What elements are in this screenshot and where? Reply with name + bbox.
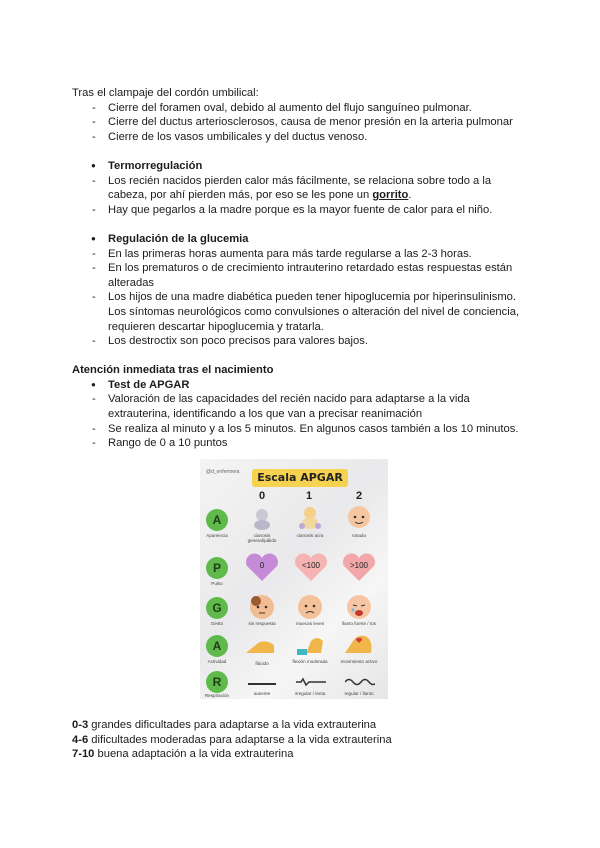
list-item: - En las primeras horas aumenta para más tarde regularse a las 2-3 horas. [72, 247, 532, 262]
list-item: - Los hijos de una madre diabética pueden tener hipoglucemia por hiperinsulinismo. Los síntomas neurológicos como convulsiones o alteración del nivel de conciencia, requieren descartar hipoglucemia y tratarla. [72, 290, 532, 334]
scale-line [72, 733, 392, 748]
list-item: - Los destroctix son poco precisos para valores bajos. [72, 334, 532, 349]
cell-label: flexión moderada [292, 658, 328, 664]
letter-p: P [206, 557, 228, 579]
baby-acrocyanosis-icon [296, 505, 324, 531]
baby-pink-icon [345, 505, 373, 531]
glucemia-heading: ● Regulación de la glucemia [72, 232, 532, 247]
row-label: Gesto [210, 620, 224, 626]
row-label: Apariencia [206, 532, 228, 538]
row-label: Pulso [211, 580, 223, 586]
flat-line-icon [248, 683, 276, 685]
irregular-line-icon [296, 677, 326, 687]
intro-text: Tras el clampaje del cordón umbilical: [72, 87, 259, 99]
letter-r: R [206, 671, 228, 693]
list-item: - Cierre de los vasos umbilicales y del ductus venoso. [72, 130, 532, 145]
cell-label: sin respuesta [248, 620, 276, 626]
pulse-value: <100 [301, 560, 321, 570]
apgar-heading: ● Test de APGAR [72, 378, 532, 393]
cell-label: rosado [351, 532, 367, 538]
scale-range: 0-3 [72, 719, 89, 731]
cell-label: cianosis general/pálido [247, 532, 277, 544]
arm-limp-icon [244, 635, 280, 657]
apgar-scale-image [200, 459, 388, 699]
scale-range: 7-10 [72, 748, 95, 761]
arm-active-icon [341, 631, 377, 657]
wave-line-icon [345, 677, 375, 687]
list-item: - Cierre del ductus arteriosclerosos, causa de menor presión en la arteria pulmonar [72, 115, 532, 130]
apgar-list [72, 392, 532, 450]
score-2: 2 [355, 489, 363, 502]
list-item: - Valoración de las capacidades del recién nacido para adaptarse a la vida extrauterina, identificando a los que van a precisar reanimación [72, 392, 532, 421]
arm-flexed-icon [293, 633, 329, 657]
list-item: - Rango de 0 a 10 puntos [72, 436, 532, 451]
apgar-banner: Escala APGAR [252, 469, 348, 487]
scale-range: 4-6 [72, 733, 89, 746]
gorrito-highlight: gorrito [372, 189, 409, 202]
cell-label: flácido [255, 660, 269, 666]
face-crying-icon [345, 593, 373, 621]
row-label: Actividad [207, 658, 227, 664]
list-item: - Se realiza al minuto y a los 5 minutos. En algunos casos también a los 10 minutos. [72, 422, 532, 437]
face-grimace-icon [296, 593, 324, 621]
cell-label: llanto fuerte / tos [342, 620, 376, 626]
author-handle: @d_enfermera [206, 468, 240, 475]
termo-heading: ● Termorregulación [72, 159, 532, 174]
score-1: 1 [305, 489, 313, 502]
list-item: - Hay que pegarlos a la madre porque es la mayor fuente de calor para el niño. [72, 203, 532, 218]
letter-g: G [206, 597, 228, 619]
termo-item1-text: Los recién nacidos pierden calor más fácilmente, se relaciona sobre todo a la cabeza, por ahí pierden más, por eso se les pone un [108, 174, 492, 202]
score-0: 0 [258, 489, 266, 502]
pulse-value: >100 [349, 560, 369, 570]
list-item: - Cierre del foramen oval, debido al aumento del flujo sanguíneo pulmonar. [72, 101, 532, 116]
list-item [72, 174, 532, 203]
letter-a2: A [206, 635, 228, 657]
termo-item1-end: . [408, 189, 412, 202]
scale-text: buena adaptación a la vida extrauterina [94, 748, 294, 761]
cell-label: irregular / lenta [294, 690, 326, 696]
document-body [72, 86, 532, 699]
cell-label: muecas leves [295, 620, 325, 626]
scale-text: grandes dificultades para adaptarse a la vida extrauterina [88, 719, 377, 731]
row-label: Respiración [204, 692, 230, 698]
scale-text: dificultades moderadas para adaptarse a la vida extrauterina [88, 733, 392, 746]
pulse-value: 0 [259, 560, 265, 570]
cell-label: ausente [253, 690, 271, 696]
baby-cyanotic-icon [248, 507, 276, 531]
scale-line [72, 718, 392, 733]
cell-label: regular / llanto [344, 690, 374, 696]
cell-label: cianosis acra [296, 532, 324, 538]
letter-a: A [206, 509, 228, 531]
glucemia-list [72, 247, 532, 349]
face-neutral-icon [248, 593, 276, 621]
cell-label: movimiento activo [340, 658, 378, 664]
list-item: - En los prematuros o de crecimiento intrauterino retardado estas respuestas están alteradas [72, 261, 532, 290]
apgar-interpretation [72, 718, 392, 762]
atencion-heading: Atención inmediata tras el nacimiento [72, 364, 274, 377]
scale-line [72, 747, 392, 762]
clampaje-list [72, 101, 532, 145]
termo-list [72, 174, 532, 218]
